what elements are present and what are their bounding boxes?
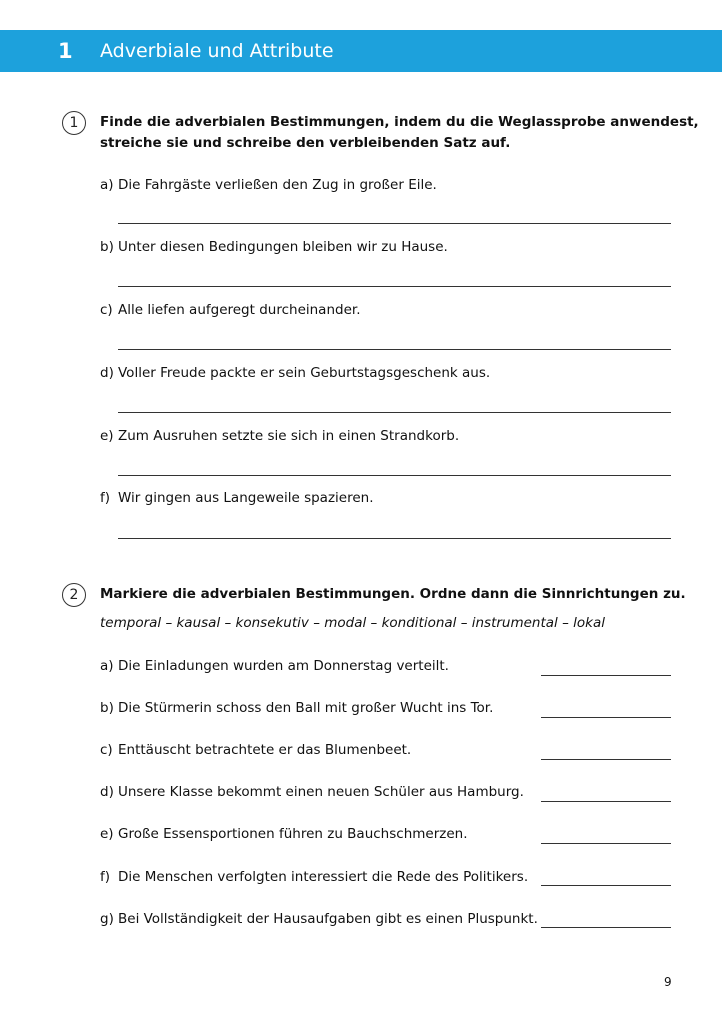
task-1-item-c: c) Alle liefen aufgeregt durcheinander. — [100, 302, 361, 318]
task-1-answer-line-e[interactable] — [118, 475, 671, 476]
task-2-answer-line-b[interactable] — [541, 717, 671, 718]
task-1-item-d: d) Voller Freude packte er sein Geburtstagsgeschenk aus. — [100, 365, 491, 381]
task-1-instruction — [100, 112, 699, 154]
chapter-number: 1 — [58, 39, 73, 63]
task-2-item-e: e) Große Essensportionen führen zu Bauchschmerzen. — [100, 826, 468, 842]
task-1-answer-line-f[interactable] — [118, 538, 671, 539]
task-1-answer-line-d[interactable] — [118, 412, 671, 413]
task-2-item-g: g) Bei Vollständigkeit der Hausaufgaben gibt es einen Pluspunkt. — [100, 911, 538, 927]
task-1-instruction-line-1: Finde die adverbialen Bestimmungen, indem du die Weglassprobe anwendest, — [100, 114, 699, 130]
task-2-number-circle: 2 — [62, 583, 86, 607]
task-2-answer-line-a[interactable] — [541, 675, 671, 676]
task-2-directions: temporal – kausal – konsekutiv – modal – konditional – instrumental – lokal — [100, 615, 605, 631]
task-2-item-f: f) Die Menschen verfolgten interessiert die Rede des Politikers. — [100, 869, 529, 885]
task-2-answer-line-e[interactable] — [541, 843, 671, 844]
task-2-answer-line-d[interactable] — [541, 801, 671, 802]
task-2-item-b: b) Die Stürmerin schoss den Ball mit großer Wucht ins Tor. — [100, 700, 494, 716]
task-2-item-c: c) Enttäuscht betrachtete er das Blumenbeet. — [100, 742, 412, 758]
task-1-item-e: e) Zum Ausruhen setzte sie sich in einen Strandkorb. — [100, 428, 460, 444]
task-2-answer-line-g[interactable] — [541, 927, 671, 928]
task-2-instruction: Markiere die adverbialen Bestimmungen. Ordne dann die Sinnrichtungen zu. — [100, 586, 686, 602]
task-1-item-b: b) Unter diesen Bedingungen bleiben wir zu Hause. — [100, 239, 448, 255]
task-1-instruction-line-2: streiche sie und schreibe den verbleibenden Satz auf. — [100, 135, 511, 151]
page-number: 9 — [664, 975, 672, 989]
task-1-item-a: a) Die Fahrgäste verließen den Zug in großer Eile. — [100, 177, 437, 193]
task-1-number-circle: 1 — [62, 111, 86, 135]
task-1-answer-line-b[interactable] — [118, 286, 671, 287]
task-1-answer-line-a[interactable] — [118, 223, 671, 224]
task-2-item-d: d) Unsere Klasse bekommt einen neuen Schüler aus Hamburg. — [100, 784, 524, 800]
task-2-item-a: a) Die Einladungen wurden am Donnerstag verteilt. — [100, 658, 449, 674]
chapter-title: Adverbiale und Attribute — [100, 40, 334, 62]
chapter-header — [0, 30, 722, 72]
task-2-answer-line-c[interactable] — [541, 759, 671, 760]
task-2-answer-line-f[interactable] — [541, 885, 671, 886]
task-1-answer-line-c[interactable] — [118, 349, 671, 350]
task-1-item-f: f) Wir gingen aus Langeweile spazieren. — [100, 490, 374, 506]
